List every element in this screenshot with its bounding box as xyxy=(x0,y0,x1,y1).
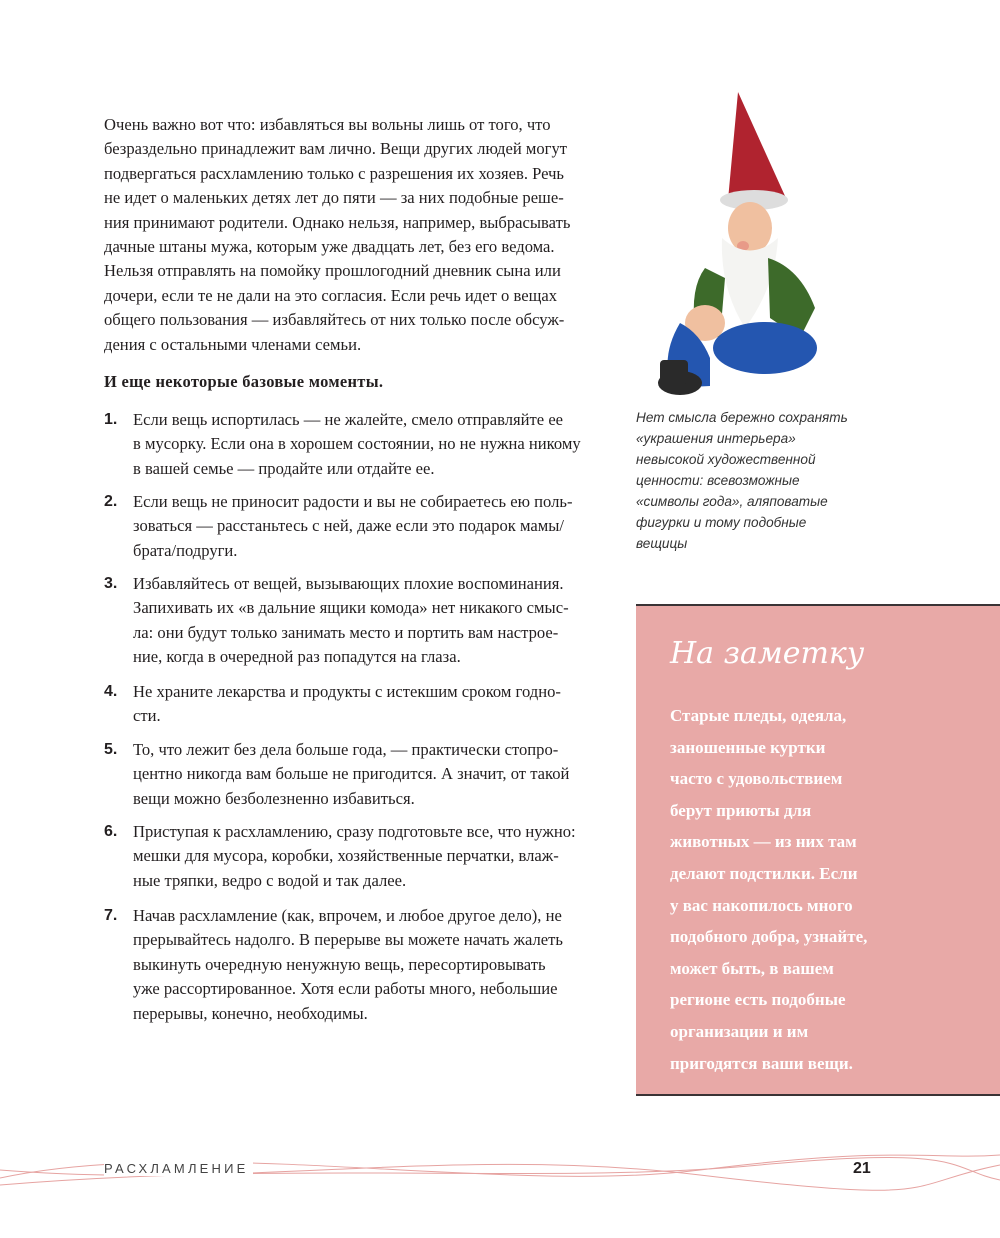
list-item-text xyxy=(133,408,581,481)
list-item-line: Избавляйтесь от вещей, вызывающих плохие воспоминания. xyxy=(133,574,564,593)
list-item-number: 1. xyxy=(104,411,118,428)
intro-line: Нельзя отправлять на помойку прошлогодний дневник сына или xyxy=(104,261,561,281)
note-line: пригодятся ваши вещи. xyxy=(670,1053,853,1073)
list-item xyxy=(104,820,576,893)
list-item-line: в мусорку. Если она в хорошем состоянии, но не нужна никому xyxy=(133,434,581,454)
note-line: организации и им xyxy=(670,1021,809,1041)
list-item-line: прерывайтесь надолго. В перерыве вы можете начать жалеть xyxy=(133,930,563,950)
list-item-number: 6. xyxy=(104,823,118,840)
list-item-line: мешки для мусора, коробки, хозяйственные перчатки, влаж- xyxy=(133,846,559,866)
caption-line: Нет смысла бережно сохранять xyxy=(636,410,848,425)
note-line: подобного добра, узнайте, xyxy=(670,927,868,947)
intro-line: дочери, если те не дали на это согласия. Если речь идет о вещах xyxy=(104,285,558,305)
intro-line: дения с остальными членами семьи. xyxy=(104,334,362,354)
list-item-line: центно никогда вам больше не пригодится. А значит, от такой xyxy=(133,764,570,784)
list-item-number: 4. xyxy=(104,683,118,700)
image-caption xyxy=(636,407,848,554)
list-item xyxy=(104,408,581,481)
list-item xyxy=(104,904,563,1026)
caption-line: «украшения интерьера» xyxy=(636,431,796,446)
list-item-text xyxy=(133,572,569,670)
list-item-number: 7. xyxy=(104,907,118,924)
list-item-line: перерывы, конечно, необходимы. xyxy=(133,1003,368,1023)
list-item-number: 2. xyxy=(104,493,118,510)
note-line: у вас накопилось много xyxy=(670,895,853,915)
list-item-number: 3. xyxy=(104,575,118,592)
list-item-text xyxy=(133,490,572,563)
note-line: регионе есть подобные xyxy=(670,990,846,1010)
list-item xyxy=(104,738,569,811)
list-item xyxy=(104,490,572,563)
note-line: заношенные куртки xyxy=(670,737,826,757)
note-line: Старые пледы, одеяла, xyxy=(670,706,847,725)
list-item xyxy=(104,680,561,729)
list-item xyxy=(104,572,569,670)
list-item-text xyxy=(133,904,563,1026)
intro-line: общего пользования — избавляйтесь от них только после обсуж- xyxy=(104,310,565,330)
note-line: часто с удовольствием xyxy=(670,769,843,789)
caption-line: фигурки и тому подобные xyxy=(636,515,807,530)
list-item-line: Не храните лекарства и продукты с истекшим сроком годно- xyxy=(133,682,561,701)
list-item-line: ные тряпки, ведро с водой и так далее. xyxy=(133,870,407,890)
caption-line: невысокой художественной xyxy=(636,452,816,467)
list-item-number: 5. xyxy=(104,741,118,758)
list-item-line: То, что лежит без дела больше года, — практически стопро- xyxy=(133,740,559,759)
intro-line: дачные штаны мужа, которым уже двадцать лет, без его ведома. xyxy=(104,237,555,257)
list-item-line: сти. xyxy=(133,706,161,726)
list-item-line: ние, когда в очередной раз попадутся на глаза. xyxy=(133,647,461,667)
list-item-line: в вашей семье — продайте или отдайте ее. xyxy=(133,458,435,478)
intro-line: безраздельно принадлежит вам лично. Вещи других людей могут xyxy=(104,139,568,159)
list-item-text xyxy=(133,820,576,893)
list-item-line: ла: они будут только занимать место и портить вам настрое- xyxy=(133,622,559,642)
list-item-line: Начав расхламление (как, впрочем, и любое другое дело), не xyxy=(133,906,562,925)
note-line: делают подстилки. Если xyxy=(670,863,858,883)
caption-line: ценности: всевозможные xyxy=(636,473,800,488)
list-item-text xyxy=(133,680,561,729)
list-item-line: зоваться — расстаньтесь с ней, даже если это подарок мамы/ xyxy=(133,516,565,536)
list-item-text xyxy=(133,738,569,811)
list-item-line: Если вещь не приносит радости и вы не собираетесь ею поль- xyxy=(133,492,573,511)
list-item-line: брата/подруги. xyxy=(133,540,238,560)
intro-line: не идет о маленьких детях лет до пяти — за них подобные реше- xyxy=(104,188,564,208)
gnome-figurine-image xyxy=(650,88,850,400)
list-item-line: Запихивать их «в дальние ящики комода» нет никакого смыс- xyxy=(133,598,569,618)
list-item-line: выкинуть очередную ненужную вещь, пересортировывать xyxy=(133,954,546,974)
footer-section-name: РАСХЛАМЛЕНИЕ xyxy=(104,1161,253,1176)
note-box xyxy=(636,604,1000,1096)
list-item-line: вещи можно безболезненно избавиться. xyxy=(133,788,415,808)
note-line: животных — из них там xyxy=(670,832,857,852)
caption-line: «символы года», аляповатые xyxy=(636,494,828,509)
page-number: 21 xyxy=(850,1160,874,1178)
note-line: берут приюты для xyxy=(670,800,812,820)
section-heading: И еще некоторые базовые моменты. xyxy=(104,372,384,391)
note-body xyxy=(670,700,867,1079)
list-item-line: Если вещь испортилась — не жалейте, смело отправляйте ее xyxy=(133,410,564,429)
note-title: На заметку xyxy=(670,636,865,671)
intro-line: ния принимают родители. Однако нельзя, например, выбрасывать xyxy=(104,212,571,232)
list-item-line: уже рассортированное. Хотя если работы много, небольшие xyxy=(133,979,558,999)
list-item-line: Приступая к расхламлению, сразу подготовьте все, что нужно: xyxy=(133,822,576,841)
caption-line: вещицы xyxy=(636,536,688,551)
intro-line: Очень важно вот что: избавляться вы вольны лишь от того, что xyxy=(104,115,551,134)
intro-paragraph xyxy=(104,113,570,357)
intro-line: подвергаться расхламлению только с разрешения их хозяев. Речь xyxy=(104,163,564,183)
note-line: может быть, в вашем xyxy=(670,958,834,978)
